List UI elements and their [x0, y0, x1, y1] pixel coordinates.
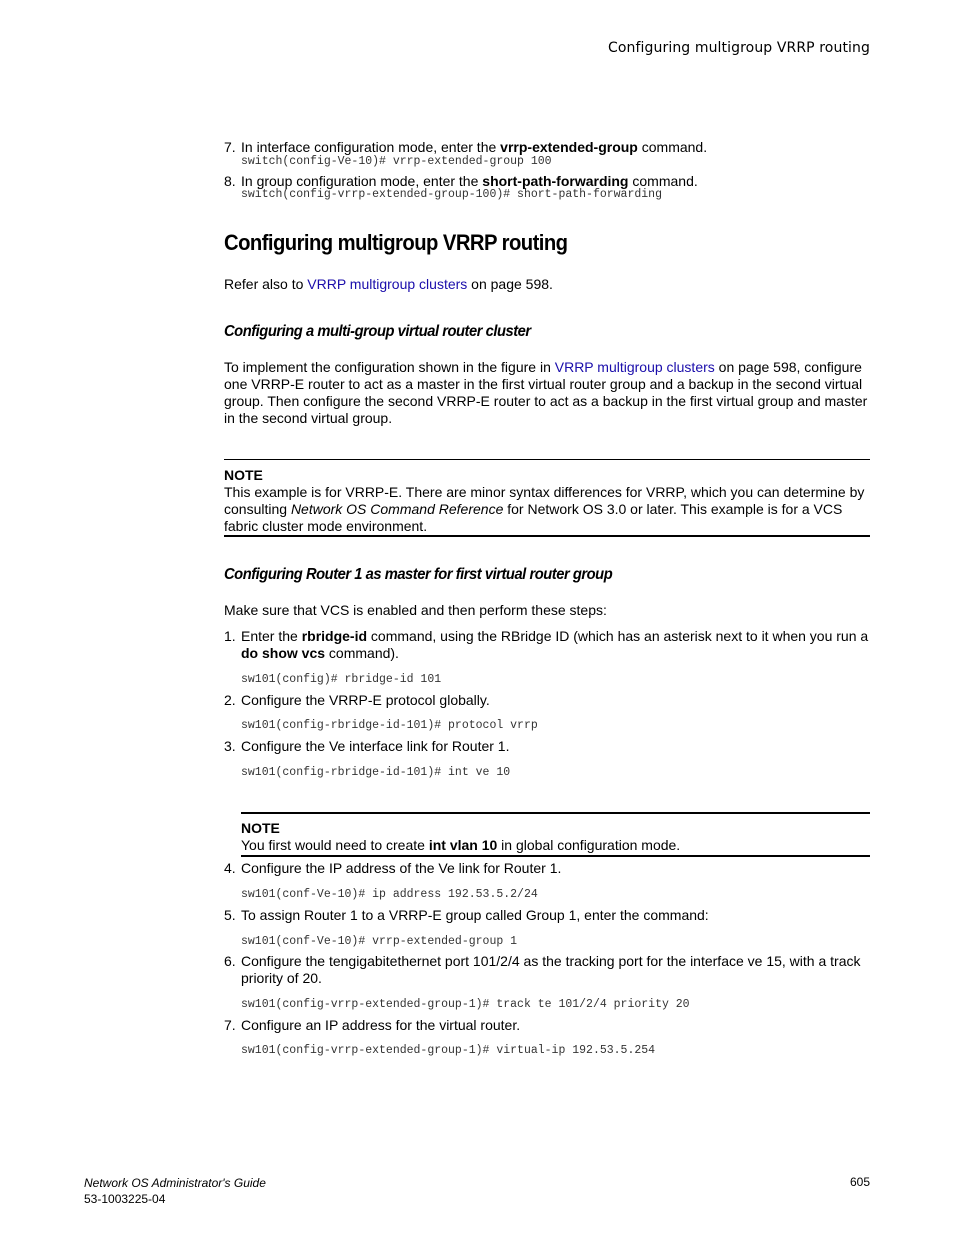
list-item: 6. Configure the tengigabitethernet port 101/2/4 as the tracking port for the interface ve 15, with a track priority of 20. — [224, 953, 861, 986]
cross-reference-link[interactable]: VRRP multigroup clusters — [554, 359, 715, 375]
page-number: 605 — [849, 1175, 870, 1189]
list-item: 3. Configure the Ve interface link for Router 1. — [224, 738, 510, 754]
code-line: switch(config-vrrp-extended-group-100)# short-path-forwarding — [241, 188, 662, 201]
command-name: short-path-forwarding — [482, 173, 629, 189]
note-text: This example is for VRRP-E. There are minor syntax differences for VRRP, which you can determine by consulting Network OS Command Reference for Network OS 3.0 or later. This example is for a VCS fabric cluster mode environment. — [224, 484, 865, 534]
note-top-rule — [241, 812, 870, 814]
step-number: 7. — [224, 139, 236, 155]
code-line: sw101(config-vrrp-extended-group-1)# virtual-ip 192.53.5.254 — [241, 1044, 656, 1057]
note-bottom-rule — [224, 535, 870, 537]
list-item: 1. Enter the rbridge-id command, using the RBridge ID (which has an asterisk next to it when you run a do show vcs command). — [224, 628, 869, 661]
list-item: 7. In interface configuration mode, enter the vrrp-extended-group command. — [224, 139, 708, 155]
list-item: 7. Configure an IP address for the virtual router. — [224, 1017, 521, 1033]
note-label: NOTE — [241, 820, 280, 836]
body-paragraph: To implement the configuration shown in the figure in VRRP multigroup clusters on page 598, configure one VRRP-E router to act as a master in the first virtual router group and a backup in the second virtual group. Then configure the second VRRP-E router to act as a backup in the first virtual group and master in the second virtual group. — [224, 359, 868, 426]
code-line: sw101(config)# rbridge-id 101 — [241, 673, 442, 686]
doc-number: 53-1003225-04 — [84, 1192, 166, 1206]
step-number: 3. — [224, 738, 236, 754]
code-line: sw101(conf-Ve-10)# vrrp-extended-group 1 — [241, 935, 518, 948]
note-label: NOTE — [224, 467, 263, 483]
cross-reference-link[interactable]: VRRP multigroup clusters — [307, 276, 468, 292]
code-line: sw101(config-vrrp-extended-group-1)# track te 101/2/4 priority 20 — [241, 998, 690, 1011]
command-name: vrrp-extended-group — [500, 139, 638, 155]
note-bottom-rule — [241, 855, 870, 857]
step-number: 4. — [224, 860, 236, 876]
running-header: Configuring multigroup VRRP routing — [608, 40, 870, 56]
code-line: sw101(config-rbridge-id-101)# int ve 10 — [241, 766, 511, 779]
list-item: 5. To assign Router 1 to a VRRP-E group called Group 1, enter the command: — [224, 907, 709, 923]
step-number: 8. — [224, 173, 236, 189]
subsection-title: Configuring Router 1 as master for first virtual router group — [224, 566, 613, 583]
step-number: 7. — [224, 1017, 236, 1033]
refer-paragraph: Refer also to VRRP multigroup clusters on page 598. — [224, 276, 553, 292]
note-top-rule — [224, 459, 870, 460]
code-line: switch(config-Ve-10)# vrrp-extended-group 100 — [241, 155, 552, 168]
code-line: sw101(conf-Ve-10)# ip address 192.53.5.2/24 — [241, 888, 538, 901]
step-number: 6. — [224, 953, 236, 969]
step-number: 2. — [224, 692, 236, 708]
list-item: 4. Configure the IP address of the Ve link for Router 1. — [224, 860, 562, 876]
list-item: 2. Configure the VRRP-E protocol globally. — [224, 692, 490, 708]
section-title: Configuring multigroup VRRP routing — [224, 230, 568, 255]
step-number: 1. — [224, 628, 236, 644]
step-number: 5. — [224, 907, 236, 923]
list-item: 8. In group configuration mode, enter the short-path-forwarding command. — [224, 173, 698, 189]
intro-paragraph: Make sure that VCS is enabled and then perform these steps: — [224, 602, 607, 618]
subsection-title: Configuring a multi-group virtual router cluster — [224, 323, 531, 340]
code-line: sw101(config-rbridge-id-101)# protocol vrrp — [241, 719, 538, 732]
footer-left — [84, 1175, 266, 1207]
guide-title: Network OS Administrator's Guide — [84, 1176, 266, 1190]
note-text: You first would need to create int vlan 10 in global configuration mode. — [241, 837, 681, 853]
